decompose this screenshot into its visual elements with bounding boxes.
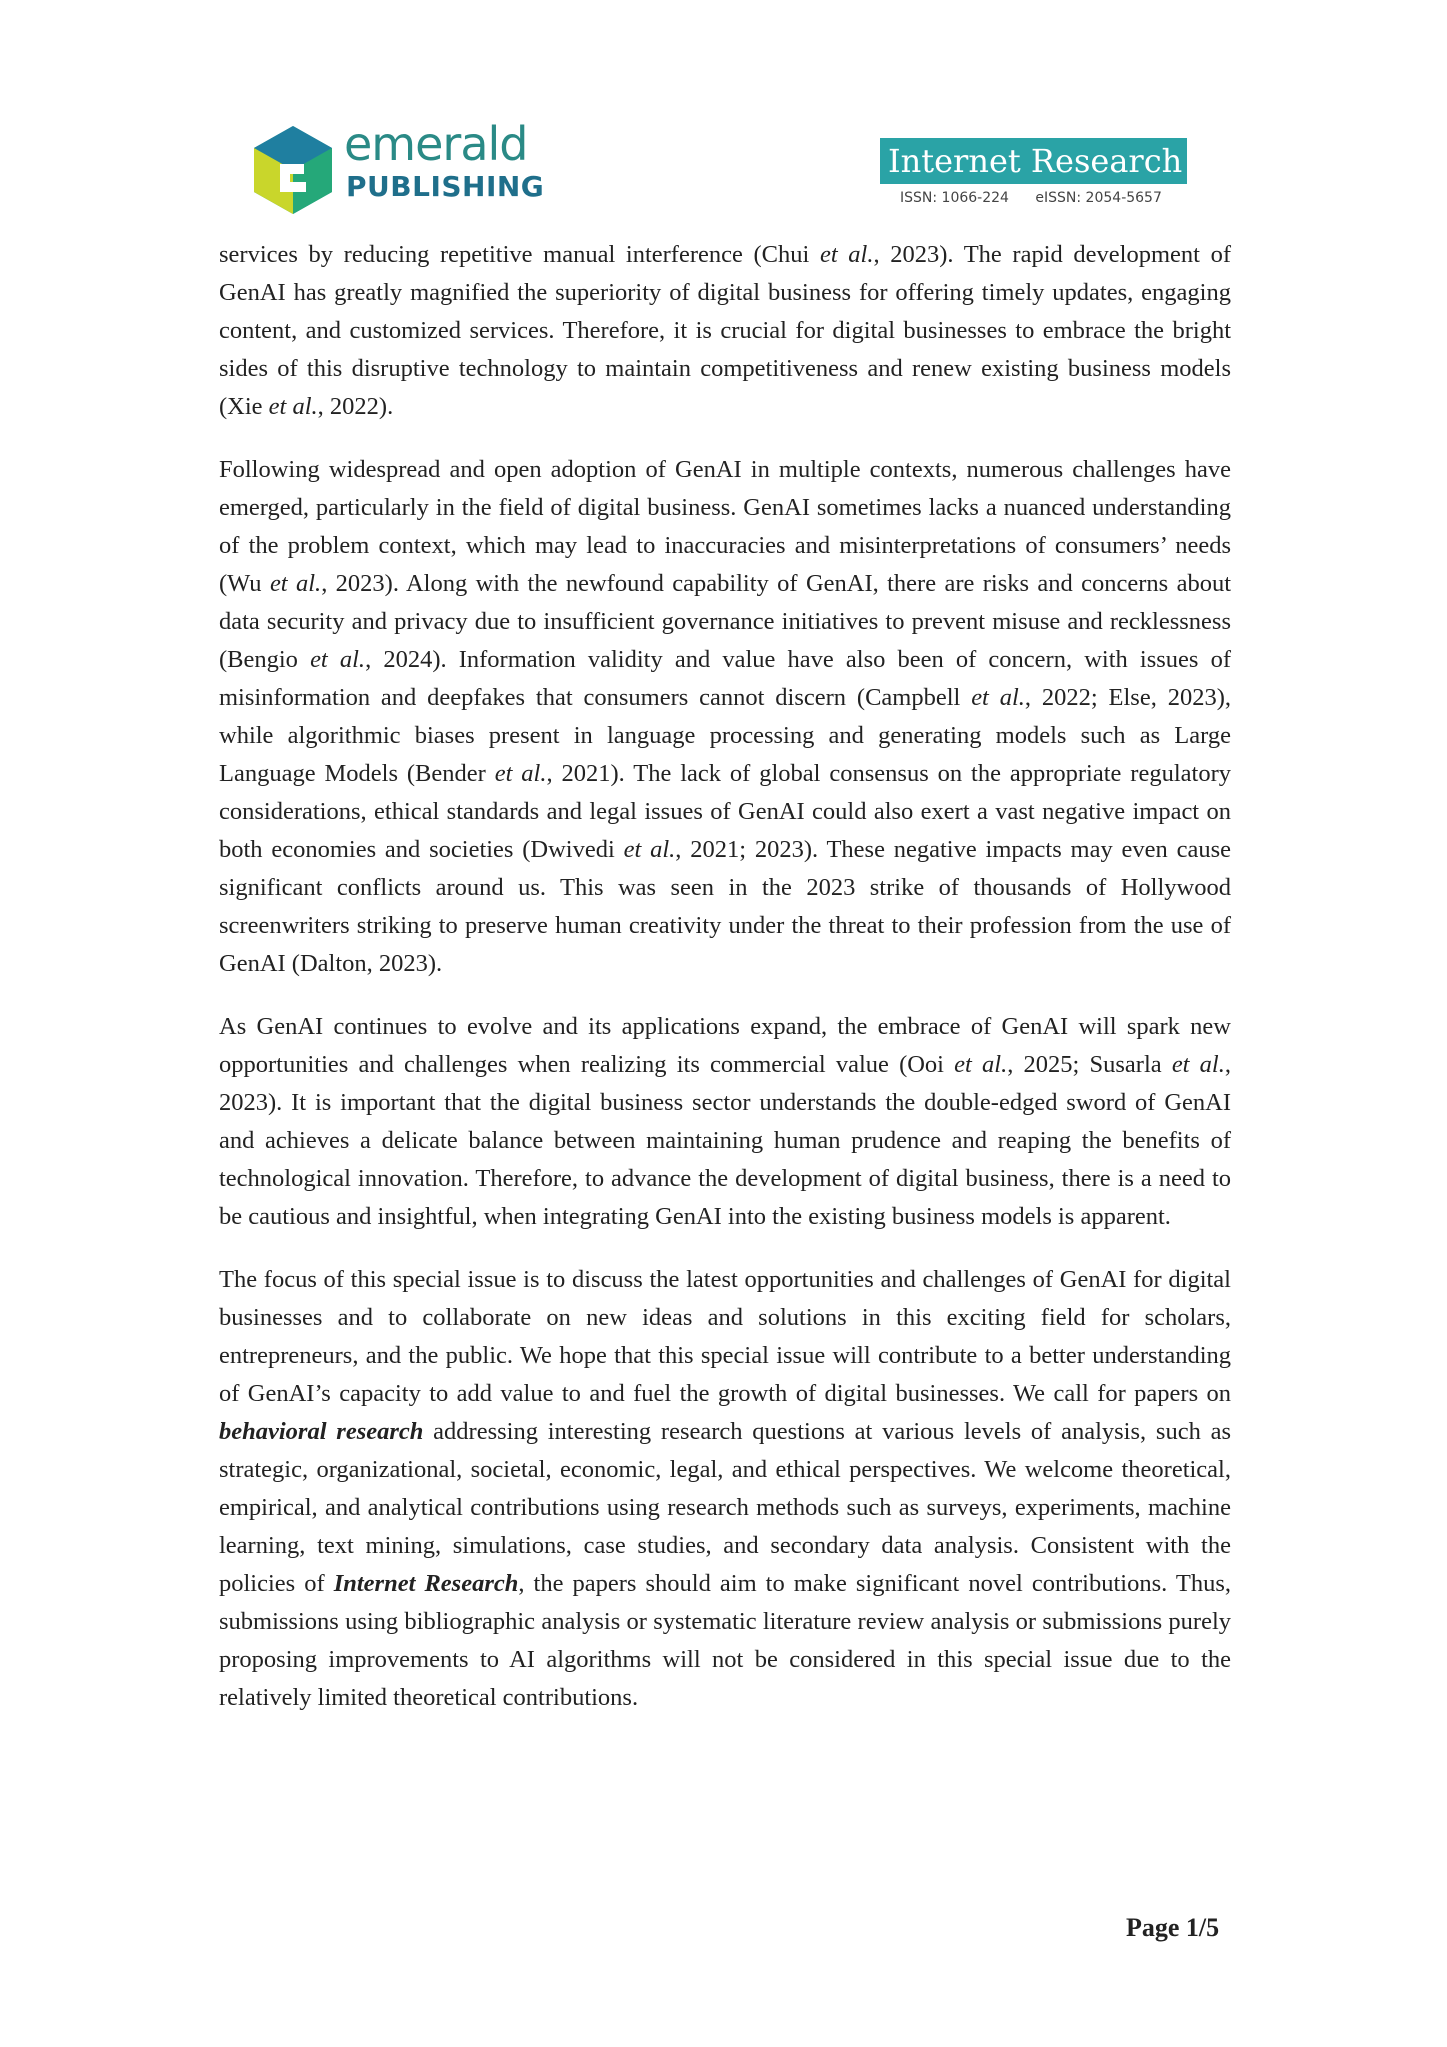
logo-subtitle: PUBLISHING (346, 170, 545, 203)
journal-badge (880, 138, 1187, 206)
article-body (219, 236, 1231, 1742)
eissn: eISSN: 2054-5657 (1035, 190, 1162, 206)
paragraph-text: , 2025; Susarla (1007, 1051, 1172, 1078)
body-paragraph (219, 451, 1231, 983)
logo-wordmark: emerald (344, 117, 528, 171)
paragraph-text: , 2023). It is important that the digital business sector understands the double-edged sword of GenAI and achieves a delicate balance between maintaining human prudence and reaping the benefits of technological innovation. Therefore, to advance the development of digital business, there is a need to be cautious and insightful, when integrating GenAI into the existing business models is apparent. (219, 1051, 1231, 1230)
paragraph-text: , 2023). The rapid development of GenAI has greatly magnified the superiority of digital business for offering timely updates, engaging content, and customized services. Therefore, it is crucial for digital businesses to embrace the bright sides of this disruptive technology to maintain competitiveness and renew existing business models (Xie (219, 241, 1231, 420)
paragraph-text: addressing interesting research questions at various levels of analysis, such as strategic, organizational, societal, economic, legal, and ethical perspectives. We welcome theoretical, empirical, and analytical contributions using research methods such as surveys, experiments, machine learning, text mining, simulations, case studies, and secondary data analysis. Consistent with the policies of (219, 1418, 1232, 1597)
emphasis-text: et al. (310, 646, 366, 673)
emphasis-text: et al. (268, 393, 318, 420)
emerald-hexagon-icon (252, 124, 334, 216)
paragraph-text: , 2024). Information validity and value have also been of concern, with issues of misinformation and deepfakes that consumers cannot discern (Campbell (219, 646, 1231, 711)
emphasis-text: et al. (971, 684, 1025, 711)
paragraph-text: The focus of this special issue is to discuss the latest opportunities and challenges of GenAI for digital businesses and to collaborate on new ideas and solutions in this exciting field for scholars, entrepreneurs, and the public. We hope that this special issue will contribute to a better understanding of GenAI’s capacity to add value to and fuel the growth of digital businesses. We call for papers on (219, 1266, 1231, 1407)
paragraph-text: services by reducing repetitive manual interference (Chui (219, 241, 820, 268)
paragraph-text: As GenAI continues to evolve and its applications expand, the embrace of GenAI will spark new opportunities and challenges when realizing its commercial value (Ooi (219, 1013, 1231, 1078)
issn-line (880, 190, 1187, 206)
paragraph-text: , the papers should aim to make significant novel contributions. Thus, submissions using bibliographic analysis or systematic literature review analysis or submissions purely proposing improvements to AI algorithms will not be considered in this special issue due to the relatively limited theoretical contributions. (219, 1570, 1231, 1711)
emphasis-text: et al. (819, 241, 874, 268)
journal-title: Internet Research (880, 138, 1187, 184)
emphasis-text: et al. (1171, 1051, 1225, 1078)
emerald-publishing-logo (252, 117, 552, 222)
emphasis-text: et al. (623, 836, 676, 863)
emphasis-text: et al. (269, 570, 322, 597)
paragraph-text: Following widespread and open adoption of GenAI in multiple contexts, numerous challenges have emerged, particularly in the field of digital business. GenAI sometimes lacks a nuanced understanding of the problem context, which may lead to inaccuracies and misinterpretations of consumers’ needs (Wu (219, 456, 1231, 597)
paragraph-text: , 2022; Else, 2023), while algorithmic biases present in language processing and generating models such as Large Language Models (Bender (219, 684, 1231, 787)
emphasis-text: et al. (494, 760, 547, 787)
paragraph-text: , 2023). Along with the newfound capability of GenAI, there are risks and concerns about data security and privacy due to insufficient governance initiatives to prevent misuse and recklessness (Bengio (219, 570, 1231, 673)
paragraph-text: , 2021). The lack of global consensus on the appropriate regulatory considerations, ethical standards and legal issues of GenAI could also exert a vast negative impact on both economies and societies (Dwivedi (219, 760, 1231, 863)
emphasis-text: et al. (954, 1051, 1008, 1078)
body-paragraph (219, 1261, 1231, 1717)
paragraph-text: , 2021; 2023). These negative impacts may even cause significant conflicts around us. This was seen in the 2023 strike of thousands of Hollywood screenwriters striking to preserve human creativity under the threat to their profession from the use of GenAI (Dalton, 2023). (219, 836, 1231, 977)
body-paragraph (219, 1008, 1231, 1236)
paragraph-text: , 2022). (317, 393, 394, 420)
body-paragraph (219, 236, 1231, 426)
issn: ISSN: 1066-224 (900, 190, 1009, 206)
emphasis-text: behavioral research (219, 1418, 424, 1445)
emphasis-text: Internet Research (333, 1570, 519, 1597)
page-number: Page 1/5 (1126, 1913, 1220, 1942)
